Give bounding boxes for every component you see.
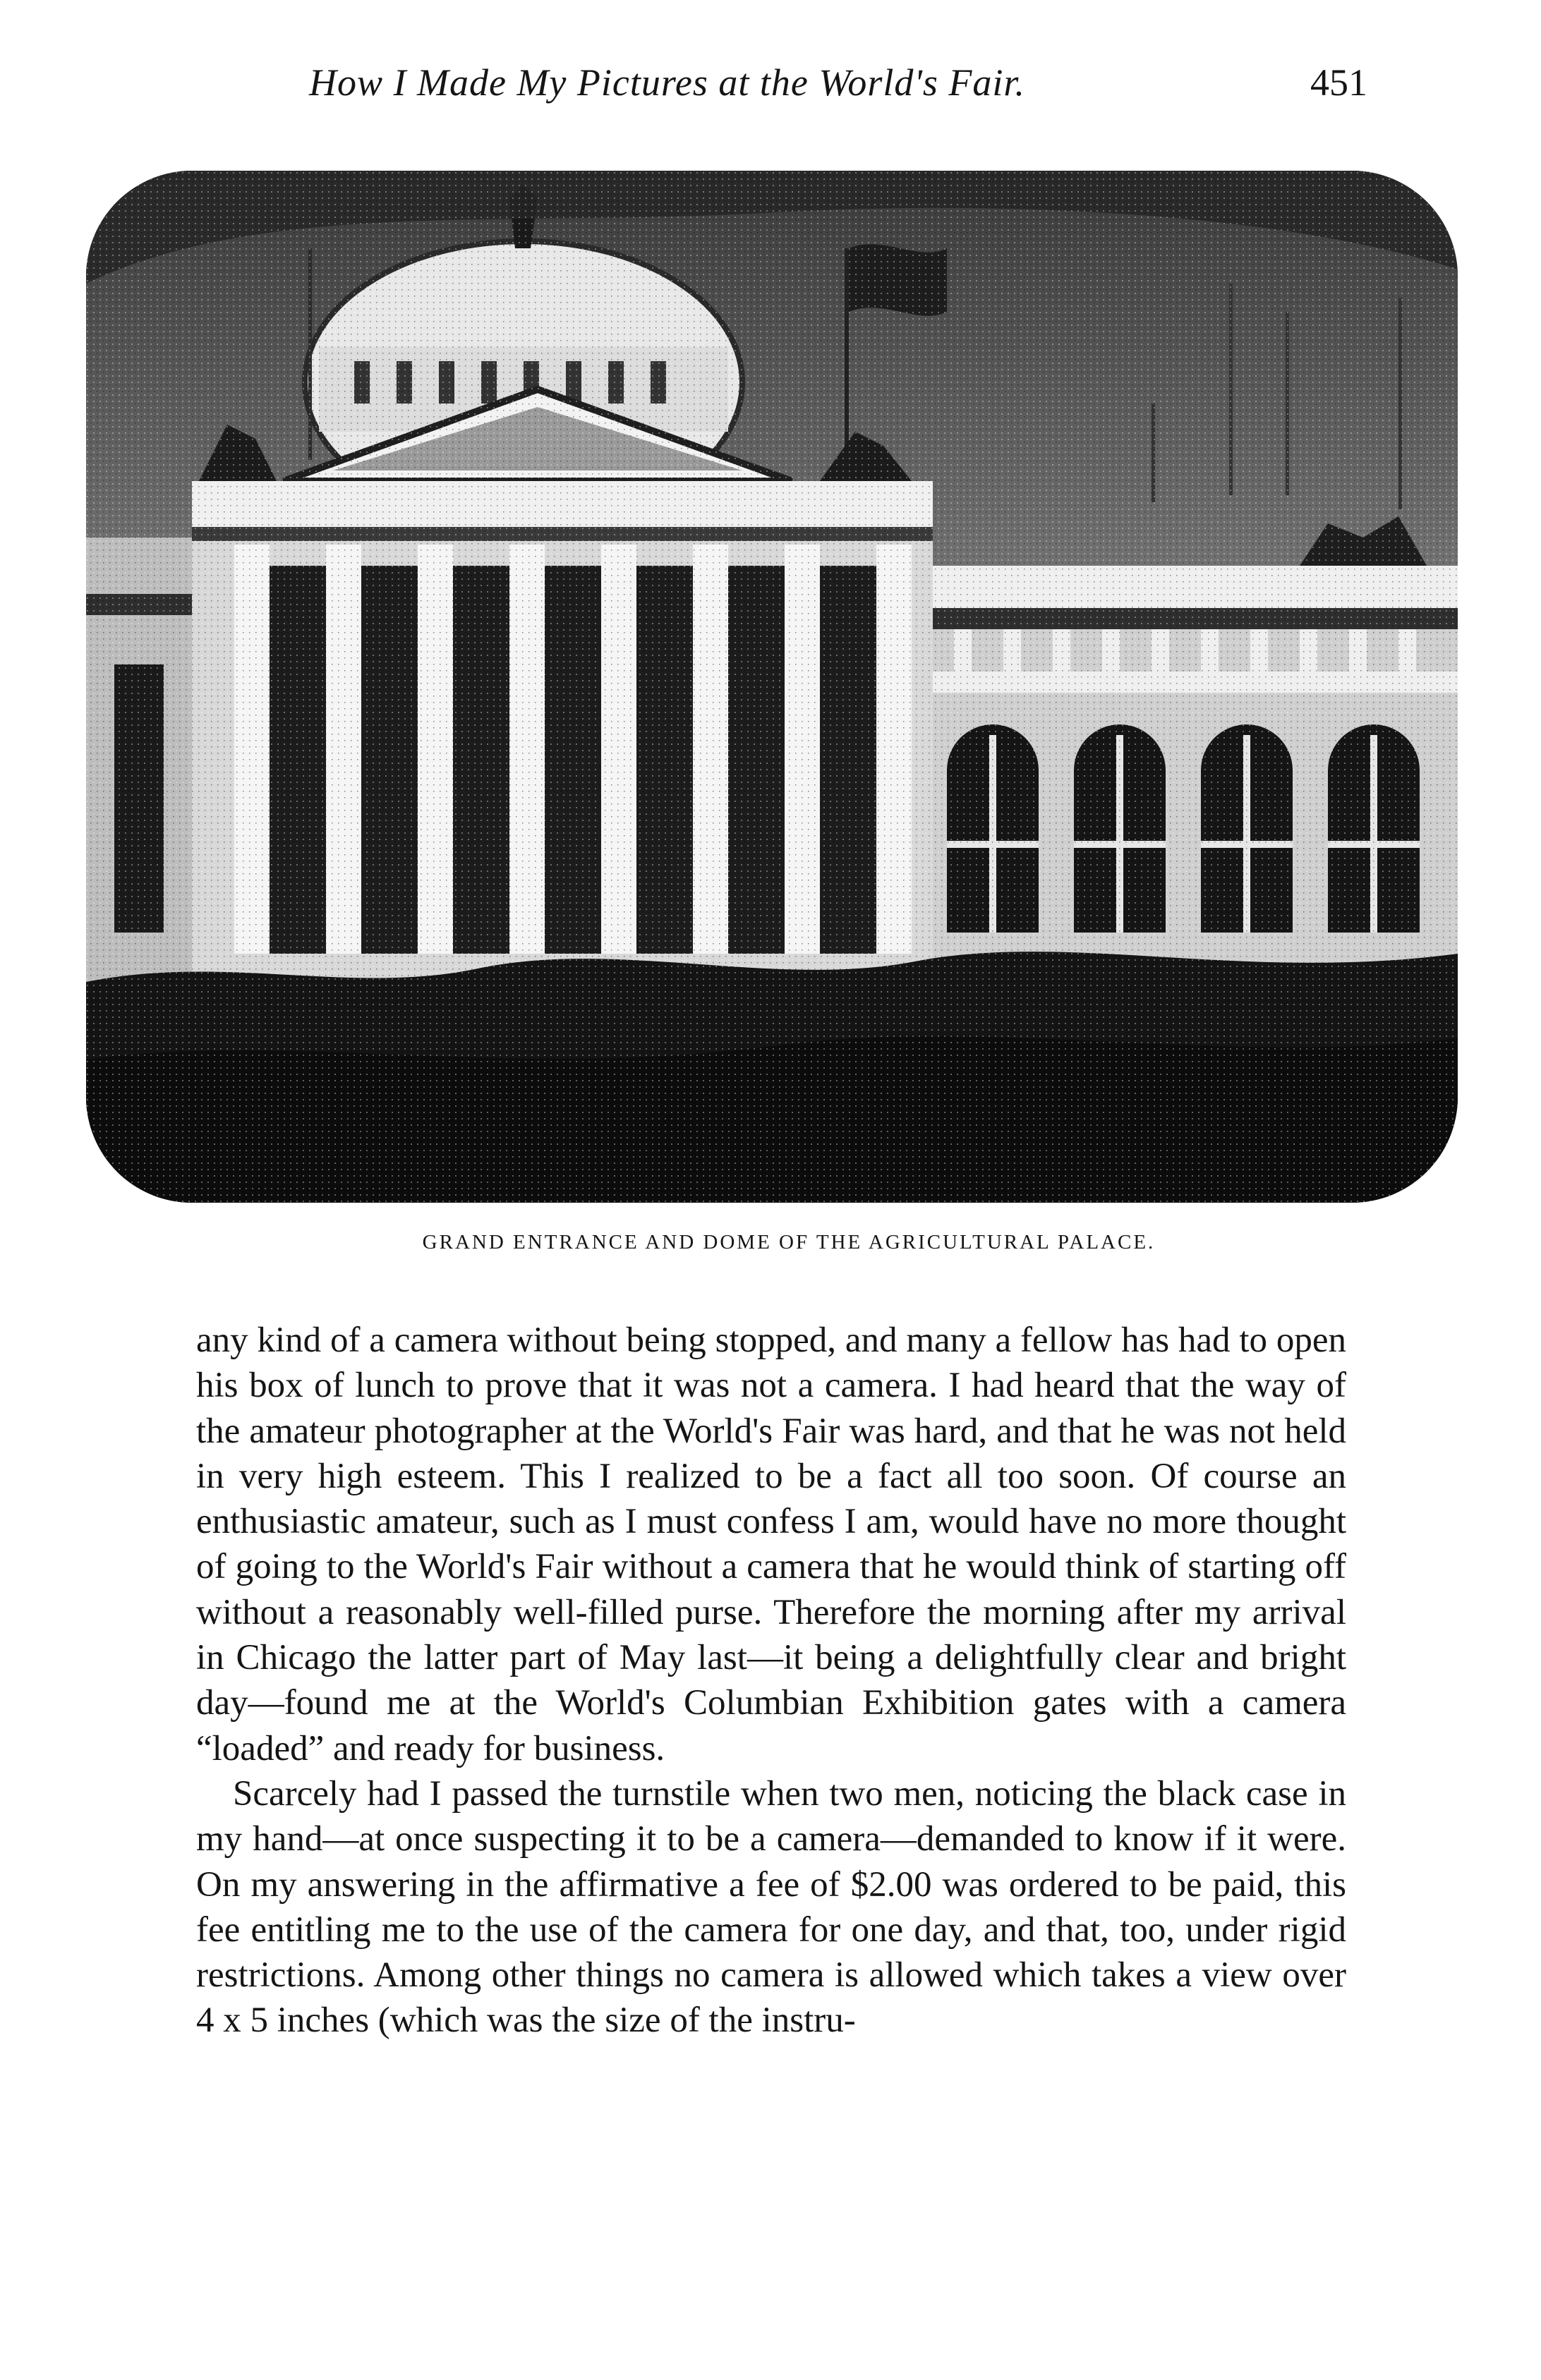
- photograph-icon: [86, 171, 1458, 1203]
- page-number: 451: [1310, 61, 1367, 104]
- paragraph: any kind of a camera without being stopped, and many a fellow has had to open his box of lunch to prove that it was not a camera. I had heard that the way of the amateur photographer at the World's Fair was hard, and that he was not held in very high esteem. This I realized to be a fact all too soon. Of course an enthusiastic amateur, such as I must confess I am, would have no more thought of going to the World's Fair without a camera that he would think of starting off without a reasonably well-filled purse. Therefore the morning after my arrival in Chicago the latter part of May last—it being a delightfully clear and bright day—found me at the World's Columbian Exhibition gates with a camera “loaded” and ready for business.: [196, 1320, 1346, 1768]
- paragraph: Scarcely had I passed the turnstile when two men, noticing the black case in my hand—at once suspecting it to be a camera—demanded to know if it were. On my answering in the affirmative a fee of $2.00 was ordered to be paid, this fee entitling me to the use of the camera for one day, and that, too, under rigid restrictions. Among other things no camera is allowed which takes a view over 4 x 5 inches (which was the size of the instru-: [196, 1773, 1346, 2041]
- running-title: How I Made My Pictures at the World's Fair.: [309, 61, 1025, 104]
- agricultural-palace-photograph: [86, 171, 1458, 1203]
- photo-caption: GRAND ENTRANCE AND DOME OF THE AGRICULTURAL PALACE.: [422, 1231, 1156, 1253]
- article-body: [196, 1318, 1346, 2044]
- running-head: [309, 61, 1367, 117]
